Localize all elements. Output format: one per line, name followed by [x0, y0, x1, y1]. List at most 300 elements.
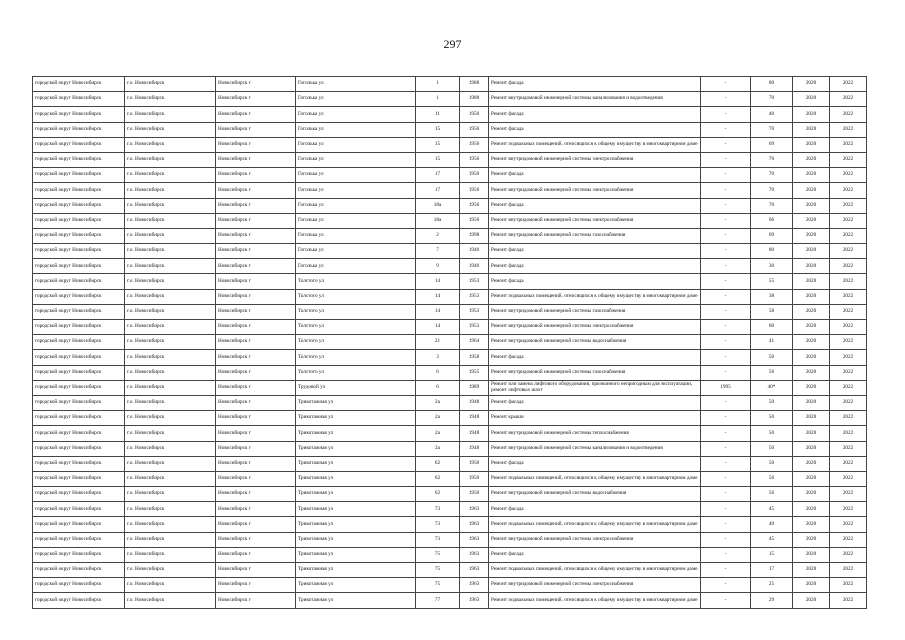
cost-cell: 40*: [751, 380, 793, 395]
table-row: [33, 304, 867, 319]
start-year-cell: 2020: [793, 92, 830, 107]
start-year-cell: 2020: [793, 137, 830, 152]
cost-cell: 50: [751, 426, 793, 441]
end-year-cell: 2022: [830, 168, 867, 183]
street-cell: Гоголька ул: [296, 92, 416, 107]
municipality-cell: городской округ Новосибирск: [33, 593, 125, 608]
year-cell: 1955: [460, 365, 489, 380]
street-cell: Толстого ул: [296, 289, 416, 304]
municipality-cell: городской округ Новосибирск: [33, 168, 125, 183]
start-year-cell: 2020: [793, 107, 830, 122]
street-cell: Гоголька ул: [296, 259, 416, 274]
financing-cell: -: [701, 77, 751, 92]
end-year-cell: 2022: [830, 547, 867, 562]
work-type-cell: Ремонт внутридомовой инженерной системы электроснабжения: [489, 152, 701, 167]
cost-cell: 55: [751, 274, 793, 289]
table-row: [33, 471, 867, 486]
municipality-cell: городской округ Новосибирск: [33, 441, 125, 456]
year-cell: 1948: [460, 395, 489, 410]
work-type-cell: Ремонт подвальных помещений, относящихся к общему имуществу в многоквартирном доме: [489, 593, 701, 608]
financing-cell: -: [701, 335, 751, 350]
table-row: [33, 213, 867, 228]
locality-cell: Новосибирск г: [216, 547, 296, 562]
municipality-cell: городской округ Новосибирск: [33, 213, 125, 228]
financing-cell: -: [701, 502, 751, 517]
cost-cell: 69: [751, 228, 793, 243]
table-row: [33, 395, 867, 410]
start-year-cell: 2020: [793, 532, 830, 547]
locality-cell: Новосибирск г: [216, 395, 296, 410]
building-cell: 2а: [416, 441, 460, 456]
cost-cell: 80: [751, 244, 793, 259]
cost-cell: 58: [751, 304, 793, 319]
year-cell: 1963: [460, 502, 489, 517]
work-type-cell: Ремонт крыши: [489, 411, 701, 426]
start-year-cell: 2020: [793, 122, 830, 137]
building-cell: 14: [416, 304, 460, 319]
start-year-cell: 2020: [793, 563, 830, 578]
end-year-cell: 2022: [830, 593, 867, 608]
municipality-cell: городской округ Новосибирск: [33, 456, 125, 471]
street-cell: Гоголька ул: [296, 228, 416, 243]
street-cell: Трикотажная ул: [296, 487, 416, 502]
cost-cell: 69: [751, 137, 793, 152]
work-type-cell: Ремонт подвальных помещений, относящихся к общему имуществу в многоквартирном доме: [489, 471, 701, 486]
locality-cell: Новосибирск г: [216, 593, 296, 608]
locality-cell: Новосибирск г: [216, 502, 296, 517]
locality-cell: Новосибирск г: [216, 456, 296, 471]
year-cell: 1940: [460, 259, 489, 274]
work-type-cell: Ремонт фасада: [489, 350, 701, 365]
end-year-cell: 2022: [830, 426, 867, 441]
financing-cell: -: [701, 228, 751, 243]
municipality-cell: городской округ Новосибирск: [33, 137, 125, 152]
end-year-cell: 2022: [830, 198, 867, 213]
building-cell: 9: [416, 259, 460, 274]
financing-cell: -: [701, 244, 751, 259]
table-body: [33, 77, 867, 609]
street-cell: Гоголька ул: [296, 244, 416, 259]
year-cell: 1989: [460, 380, 489, 395]
municipality-cell: городской округ Новосибирск: [33, 411, 125, 426]
end-year-cell: 2022: [830, 304, 867, 319]
end-year-cell: 2022: [830, 532, 867, 547]
cost-cell: 45: [751, 502, 793, 517]
cost-cell: 15: [751, 547, 793, 562]
district-cell: г.о. Новосибирск: [125, 289, 216, 304]
street-cell: Гоголька ул: [296, 77, 416, 92]
district-cell: г.о. Новосибирск: [125, 304, 216, 319]
district-cell: г.о. Новосибирск: [125, 244, 216, 259]
table-row: [33, 77, 867, 92]
building-cell: 1: [416, 92, 460, 107]
cost-cell: 30: [751, 259, 793, 274]
district-cell: г.о. Новосибирск: [125, 335, 216, 350]
work-type-cell: Ремонт внутридомовой инженерной системы канализования и водоотведения: [489, 441, 701, 456]
table-row: [33, 411, 867, 426]
locality-cell: Новосибирск г: [216, 471, 296, 486]
municipality-cell: городской округ Новосибирск: [33, 487, 125, 502]
start-year-cell: 2020: [793, 517, 830, 532]
table-row: [33, 274, 867, 289]
end-year-cell: 2022: [830, 289, 867, 304]
street-cell: Трикотажная ул: [296, 578, 416, 593]
street-cell: Гоголька ул: [296, 122, 416, 137]
district-cell: г.о. Новосибирск: [125, 487, 216, 502]
cost-cell: 29: [751, 593, 793, 608]
financing-cell: -: [701, 274, 751, 289]
table-row: [33, 107, 867, 122]
financing-cell: -: [701, 152, 751, 167]
work-type-cell: Ремонт фасада: [489, 122, 701, 137]
cost-cell: 25: [751, 578, 793, 593]
street-cell: Трикотажная ул: [296, 563, 416, 578]
locality-cell: Новосибирск г: [216, 441, 296, 456]
work-type-cell: Ремонт подвальных помещений, относящихся к общему имуществу в многоквартирном доме: [489, 289, 701, 304]
start-year-cell: 2020: [793, 77, 830, 92]
district-cell: г.о. Новосибирск: [125, 228, 216, 243]
locality-cell: Новосибирск г: [216, 259, 296, 274]
municipality-cell: городской округ Новосибирск: [33, 122, 125, 137]
cost-cell: 70: [751, 122, 793, 137]
locality-cell: Новосибирск г: [216, 77, 296, 92]
work-type-cell: Ремонт фасада: [489, 107, 701, 122]
year-cell: 1988: [460, 77, 489, 92]
work-type-cell: Ремонт внутридомовой инженерной системы электроснабжения: [489, 532, 701, 547]
district-cell: г.о. Новосибирск: [125, 380, 216, 395]
municipality-cell: городской округ Новосибирск: [33, 274, 125, 289]
building-cell: 3: [416, 350, 460, 365]
start-year-cell: 2020: [793, 411, 830, 426]
start-year-cell: 2020: [793, 426, 830, 441]
locality-cell: Новосибирск г: [216, 563, 296, 578]
cost-cell: 70: [751, 168, 793, 183]
table-row: [33, 152, 867, 167]
building-cell: 73: [416, 517, 460, 532]
building-cell: 75: [416, 578, 460, 593]
cost-cell: 56: [751, 365, 793, 380]
building-cell: 17: [416, 168, 460, 183]
financing-cell: -: [701, 289, 751, 304]
municipality-cell: городской округ Новосибирск: [33, 517, 125, 532]
district-cell: г.о. Новосибирск: [125, 502, 216, 517]
start-year-cell: 2020: [793, 441, 830, 456]
district-cell: г.о. Новосибирск: [125, 122, 216, 137]
locality-cell: Новосибирск г: [216, 487, 296, 502]
work-type-cell: Ремонт внутридомовой инженерной системы теплоснабжения: [489, 426, 701, 441]
end-year-cell: 2022: [830, 395, 867, 410]
work-type-cell: Ремонт внутридомовой инженерной системы газоснабжения: [489, 365, 701, 380]
end-year-cell: 2022: [830, 213, 867, 228]
end-year-cell: 2022: [830, 471, 867, 486]
table-row: [33, 198, 867, 213]
cost-cell: 70: [751, 183, 793, 198]
financing-cell: -: [701, 365, 751, 380]
locality-cell: Новосибирск г: [216, 426, 296, 441]
table-row: [33, 122, 867, 137]
start-year-cell: 2020: [793, 168, 830, 183]
cost-cell: 50: [751, 411, 793, 426]
start-year-cell: 2020: [793, 213, 830, 228]
work-type-cell: Ремонт внутридомовой инженерной системы водоснабжения: [489, 487, 701, 502]
table-row: [33, 228, 867, 243]
year-cell: 1948: [460, 411, 489, 426]
street-cell: Трикотажная ул: [296, 502, 416, 517]
end-year-cell: 2022: [830, 350, 867, 365]
financing-cell: -: [701, 517, 751, 532]
work-type-cell: Ремонт внутридомовой инженерной системы электроснабжения: [489, 183, 701, 198]
work-type-cell: Ремонт или замена лифтового оборудования, признанного непригодным для эксплуатации, ремонт лифтовых шахт: [489, 380, 701, 395]
municipality-cell: городской округ Новосибирск: [33, 563, 125, 578]
end-year-cell: 2022: [830, 244, 867, 259]
district-cell: г.о. Новосибирск: [125, 517, 216, 532]
street-cell: Трикотажная ул: [296, 395, 416, 410]
work-type-cell: Ремонт фасада: [489, 198, 701, 213]
year-cell: 1950: [460, 456, 489, 471]
municipality-cell: городской округ Новосибирск: [33, 320, 125, 335]
year-cell: 1963: [460, 578, 489, 593]
table-row: [33, 335, 867, 350]
building-cell: 18а: [416, 213, 460, 228]
locality-cell: Новосибирск г: [216, 289, 296, 304]
work-type-cell: Ремонт фасада: [489, 547, 701, 562]
cost-cell: 50: [751, 441, 793, 456]
year-cell: 1963: [460, 547, 489, 562]
district-cell: г.о. Новосибирск: [125, 198, 216, 213]
year-cell: 1963: [460, 593, 489, 608]
street-cell: Трикотажная ул: [296, 411, 416, 426]
building-cell: 2а: [416, 411, 460, 426]
year-cell: 1956: [460, 183, 489, 198]
street-cell: Толстого ул: [296, 320, 416, 335]
year-cell: 1953: [460, 320, 489, 335]
work-type-cell: Ремонт фасада: [489, 244, 701, 259]
municipality-cell: городской округ Новосибирск: [33, 77, 125, 92]
locality-cell: Новосибирск г: [216, 228, 296, 243]
district-cell: г.о. Новосибирск: [125, 137, 216, 152]
work-type-cell: Ремонт внутридомовой инженерной системы водоснабжения: [489, 335, 701, 350]
district-cell: г.о. Новосибирск: [125, 77, 216, 92]
building-cell: 17: [416, 183, 460, 198]
cost-cell: 56: [751, 471, 793, 486]
locality-cell: Новосибирск г: [216, 92, 296, 107]
work-type-cell: Ремонт фасада: [489, 259, 701, 274]
start-year-cell: 2020: [793, 244, 830, 259]
table-row: [33, 593, 867, 608]
start-year-cell: 2020: [793, 502, 830, 517]
district-cell: г.о. Новосибирск: [125, 92, 216, 107]
table-row: [33, 92, 867, 107]
financing-cell: -: [701, 198, 751, 213]
start-year-cell: 2020: [793, 471, 830, 486]
end-year-cell: 2022: [830, 92, 867, 107]
locality-cell: Новосибирск г: [216, 183, 296, 198]
work-type-cell: Ремонт фасада: [489, 274, 701, 289]
locality-cell: Новосибирск г: [216, 365, 296, 380]
table-row: [33, 456, 867, 471]
district-cell: г.о. Новосибирск: [125, 107, 216, 122]
table-row: [33, 244, 867, 259]
cost-cell: 60: [751, 320, 793, 335]
page-number: 297: [443, 37, 462, 51]
financing-cell: 1995: [701, 380, 751, 395]
year-cell: 1963: [460, 563, 489, 578]
financing-cell: -: [701, 183, 751, 198]
street-cell: Трикотажная ул: [296, 426, 416, 441]
locality-cell: Новосибирск г: [216, 380, 296, 395]
work-type-cell: Ремонт подвальных помещений, относящихся к общему имуществу в многоквартирном доме: [489, 137, 701, 152]
year-cell: 1956: [460, 122, 489, 137]
district-cell: г.о. Новосибирск: [125, 441, 216, 456]
locality-cell: Новосибирск г: [216, 274, 296, 289]
street-cell: Трикотажная ул: [296, 532, 416, 547]
year-cell: 1953: [460, 289, 489, 304]
start-year-cell: 2020: [793, 350, 830, 365]
locality-cell: Новосибирск г: [216, 304, 296, 319]
municipality-cell: городской округ Новосибирск: [33, 335, 125, 350]
municipality-cell: городской округ Новосибирск: [33, 259, 125, 274]
end-year-cell: 2022: [830, 122, 867, 137]
locality-cell: Новосибирск г: [216, 122, 296, 137]
start-year-cell: 2020: [793, 395, 830, 410]
work-type-cell: Ремонт внутридомовой инженерной системы электроснабжения: [489, 320, 701, 335]
district-cell: г.о. Новосибирск: [125, 183, 216, 198]
municipality-cell: городской округ Новосибирск: [33, 395, 125, 410]
table-row: [33, 380, 867, 395]
locality-cell: Новосибирск г: [216, 168, 296, 183]
municipality-cell: городской округ Новосибирск: [33, 92, 125, 107]
start-year-cell: 2020: [793, 228, 830, 243]
year-cell: 1963: [460, 517, 489, 532]
municipality-cell: городской округ Новосибирск: [33, 578, 125, 593]
locality-cell: Новосибирск г: [216, 198, 296, 213]
cost-cell: 66: [751, 213, 793, 228]
start-year-cell: 2020: [793, 578, 830, 593]
table-row: [33, 350, 867, 365]
cost-cell: 17: [751, 563, 793, 578]
table-row: [33, 487, 867, 502]
start-year-cell: 2020: [793, 335, 830, 350]
municipality-cell: городской округ Новосибирск: [33, 228, 125, 243]
end-year-cell: 2022: [830, 365, 867, 380]
end-year-cell: 2022: [830, 441, 867, 456]
municipality-cell: городской округ Новосибирск: [33, 502, 125, 517]
year-cell: 1950: [460, 471, 489, 486]
start-year-cell: 2020: [793, 593, 830, 608]
building-cell: 7: [416, 244, 460, 259]
building-cell: 21: [416, 335, 460, 350]
municipality-cell: городской округ Новосибирск: [33, 365, 125, 380]
street-cell: Трикотажная ул: [296, 593, 416, 608]
financing-cell: -: [701, 563, 751, 578]
work-type-cell: Ремонт фасада: [489, 502, 701, 517]
end-year-cell: 2022: [830, 517, 867, 532]
table-row: [33, 183, 867, 198]
building-cell: 11: [416, 107, 460, 122]
cost-cell: 38: [751, 289, 793, 304]
building-cell: 18а: [416, 198, 460, 213]
locality-cell: Новосибирск г: [216, 244, 296, 259]
building-cell: 62: [416, 471, 460, 486]
district-cell: г.о. Новосибирск: [125, 547, 216, 562]
table-row: [33, 547, 867, 562]
locality-cell: Новосибирск г: [216, 213, 296, 228]
district-cell: г.о. Новосибирск: [125, 578, 216, 593]
repair-schedule-table: [32, 76, 867, 609]
year-cell: 1948: [460, 426, 489, 441]
end-year-cell: 2022: [830, 335, 867, 350]
year-cell: 1956: [460, 198, 489, 213]
end-year-cell: 2022: [830, 502, 867, 517]
district-cell: г.о. Новосибирск: [125, 168, 216, 183]
financing-cell: -: [701, 456, 751, 471]
start-year-cell: 2020: [793, 380, 830, 395]
building-cell: 75: [416, 547, 460, 562]
district-cell: г.о. Новосибирск: [125, 563, 216, 578]
year-cell: 1950: [460, 487, 489, 502]
building-cell: 77: [416, 593, 460, 608]
year-cell: 1950: [460, 168, 489, 183]
work-type-cell: Ремонт фасада: [489, 456, 701, 471]
table-row: [33, 578, 867, 593]
street-cell: Гоголька ул: [296, 213, 416, 228]
municipality-cell: городской округ Новосибирск: [33, 107, 125, 122]
start-year-cell: 2020: [793, 365, 830, 380]
street-cell: Толстого ул: [296, 335, 416, 350]
financing-cell: -: [701, 578, 751, 593]
start-year-cell: 2020: [793, 487, 830, 502]
end-year-cell: 2022: [830, 456, 867, 471]
district-cell: г.о. Новосибирск: [125, 471, 216, 486]
table-row: [33, 365, 867, 380]
building-cell: 62: [416, 456, 460, 471]
municipality-cell: городской округ Новосибирск: [33, 152, 125, 167]
street-cell: Гоголька ул: [296, 198, 416, 213]
building-cell: 73: [416, 532, 460, 547]
building-cell: 15: [416, 122, 460, 137]
start-year-cell: 2020: [793, 304, 830, 319]
financing-cell: -: [701, 411, 751, 426]
financing-cell: -: [701, 547, 751, 562]
cost-cell: 70: [751, 198, 793, 213]
table-row: [33, 289, 867, 304]
locality-cell: Новосибирск г: [216, 320, 296, 335]
municipality-cell: городской округ Новосибирск: [33, 547, 125, 562]
financing-cell: -: [701, 487, 751, 502]
district-cell: г.о. Новосибирск: [125, 152, 216, 167]
work-type-cell: Ремонт подвальных помещений, относящихся к общему имуществу в многоквартирном доме: [489, 563, 701, 578]
street-cell: Трикотажная ул: [296, 456, 416, 471]
end-year-cell: 2022: [830, 183, 867, 198]
building-cell: 14: [416, 289, 460, 304]
building-cell: 14: [416, 320, 460, 335]
locality-cell: Новосибирск г: [216, 137, 296, 152]
district-cell: г.о. Новосибирск: [125, 426, 216, 441]
work-type-cell: Ремонт внутридомовой инженерной системы канализования и водоотведения: [489, 92, 701, 107]
street-cell: Толстого ул: [296, 365, 416, 380]
municipality-cell: городской округ Новосибирск: [33, 532, 125, 547]
building-cell: 6: [416, 380, 460, 395]
table-row: [33, 517, 867, 532]
locality-cell: Новосибирск г: [216, 335, 296, 350]
street-cell: Гоголька ул: [296, 168, 416, 183]
street-cell: Гоголька ул: [296, 107, 416, 122]
building-cell: 2а: [416, 395, 460, 410]
financing-cell: -: [701, 395, 751, 410]
cost-cell: 50: [751, 350, 793, 365]
year-cell: 1963: [460, 532, 489, 547]
year-cell: 1956: [460, 137, 489, 152]
